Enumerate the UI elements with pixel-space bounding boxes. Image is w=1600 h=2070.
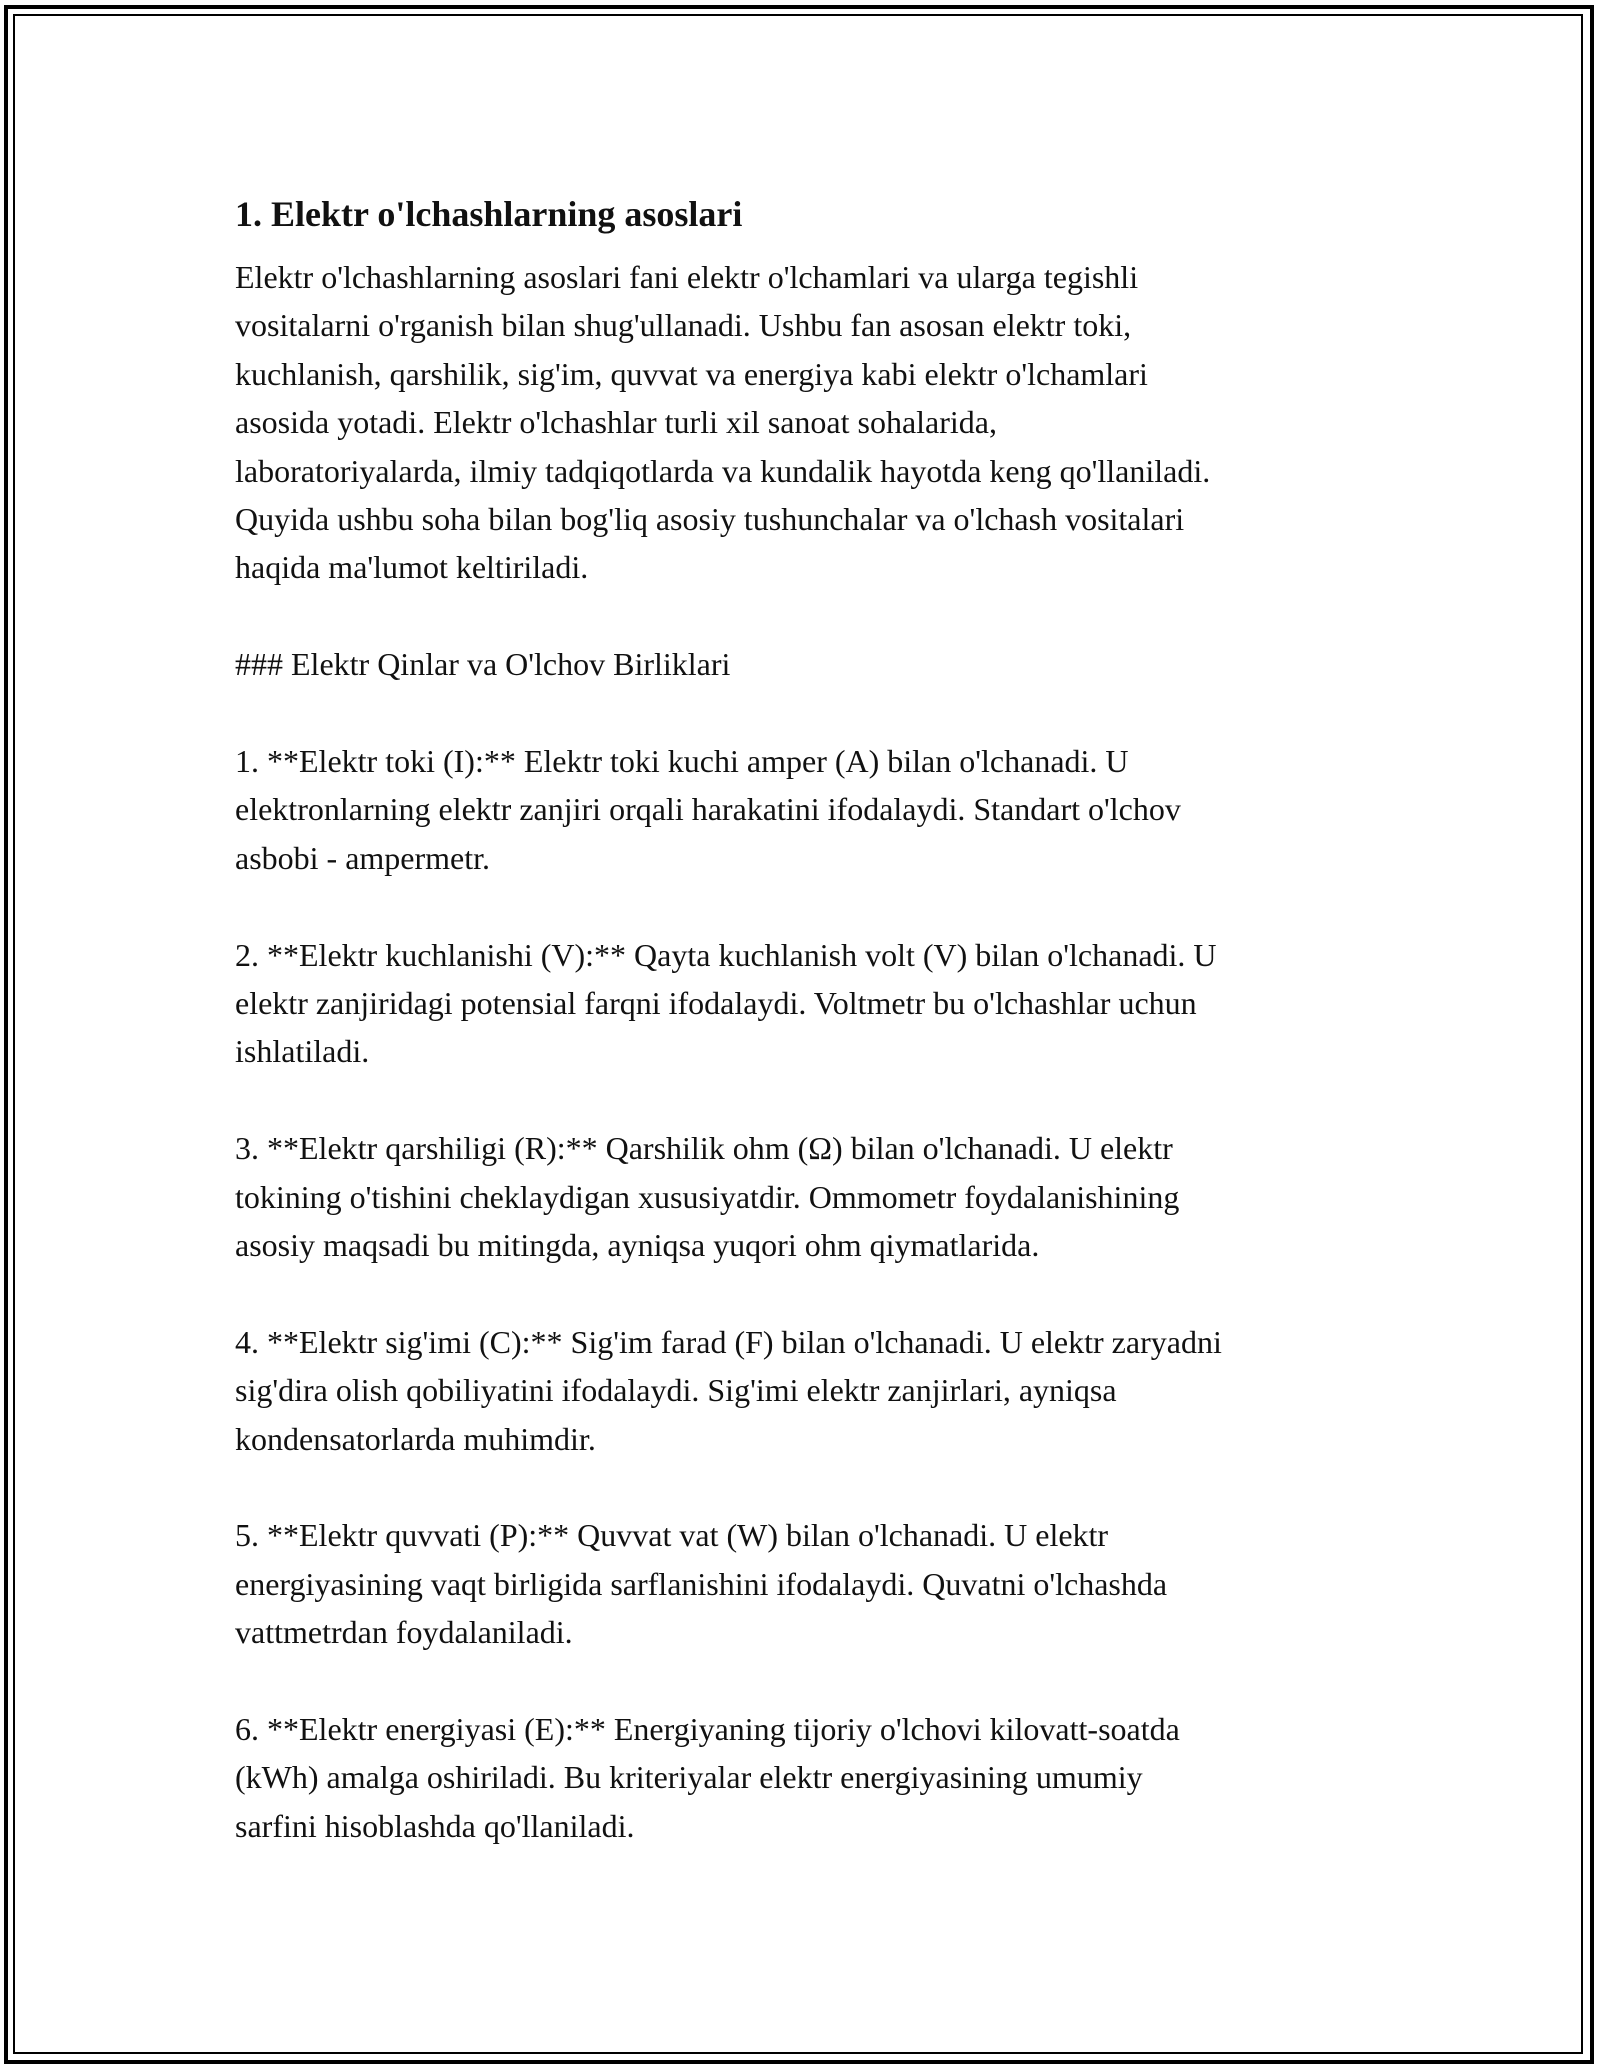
intro-paragraph: Elektr o'lchashlarning asoslari fani elektr o'lchamlari va ularga tegishli vositalarni o'rganish bilan shug'ullanadi. Ushbu fan asosan elektr toki, kuchlanish, qarshilik, sig'im, quvvat va energiya kabi elektr o'lchamlari asosida yotadi. Elektr o'lchashlar turli xil sanoat sohalarida, laboratoriyalarda, ilmiy tadqiqotlarda va kundalik hayotda keng qo'llaniladi. Quyida ushbu soha bilan bog'liq asosiy tushunchalar va o'lchash vositalari haqida ma'lumot keltiriladi. (235, 259, 1211, 586)
list-item-energy: 6. **Elektr energiyasi (E):** Energiyaning tijoriy o'lchovi kilovatt-soatda (kWh) amalga oshiriladi. Bu kriteriyalar elektr energiyasining umumiy sarfini hisoblashda qo'llaniladi. (235, 1711, 1180, 1844)
page-title: 1. Elektr o'lchashlarning asoslari (235, 194, 743, 234)
list-item-capacitance: 4. **Elektr sig'imi (C):** Sig'im farad (F) bilan o'lchanadi. U elektr zaryadni sig'dira olish qobiliyatini ifodalaydi. Sig'imi elektr zanjirlari, ayniqsa kondensatorlarda muhimdir. (235, 1323, 1222, 1457)
list-item-current: 1. **Elektr toki (I):** Elektr toki kuchi amper (A) bilan o'lchanadi. U elektronlarning elektr zanjiri orqali harakatini ifodalaydi. Standart o'lchov asbobi - ampermetr. (235, 743, 1181, 876)
list-item-resistance: 3. **Elektr qarshiligi (R):** Qarshilik ohm (Ω) bilan o'lchanadi. U elektr tokining o'tishini cheklaydigan xususiyatdir. Ommometr foydalanishining asosiy maqsadi bu mitingda, ayniqsa yuqori ohm qiymatlarida. (235, 1130, 1180, 1264)
list-item-power: 5. **Elektr quvvati (P):** Quvvat vat (W) bilan o'lchanadi. U elektr energiyasining vaqt birligida sarflanishini ifodalaydi. Quvatni o'lchashda vattmetrdan foydalaniladi. (235, 1517, 1168, 1651)
section-heading: ### Elektr Qinlar va O'lchov Birliklari (235, 646, 731, 683)
document-body (235, 185, 1385, 1850)
list-item-voltage: 2. **Elektr kuchlanishi (V):** Qayta kuchlanish volt (V) bilan o'lchanadi. U elektr zanjiridagi potensial farqni ifodalaydi. Voltmetr bu o'lchashlar uchun ishlatiladi. (235, 936, 1217, 1070)
